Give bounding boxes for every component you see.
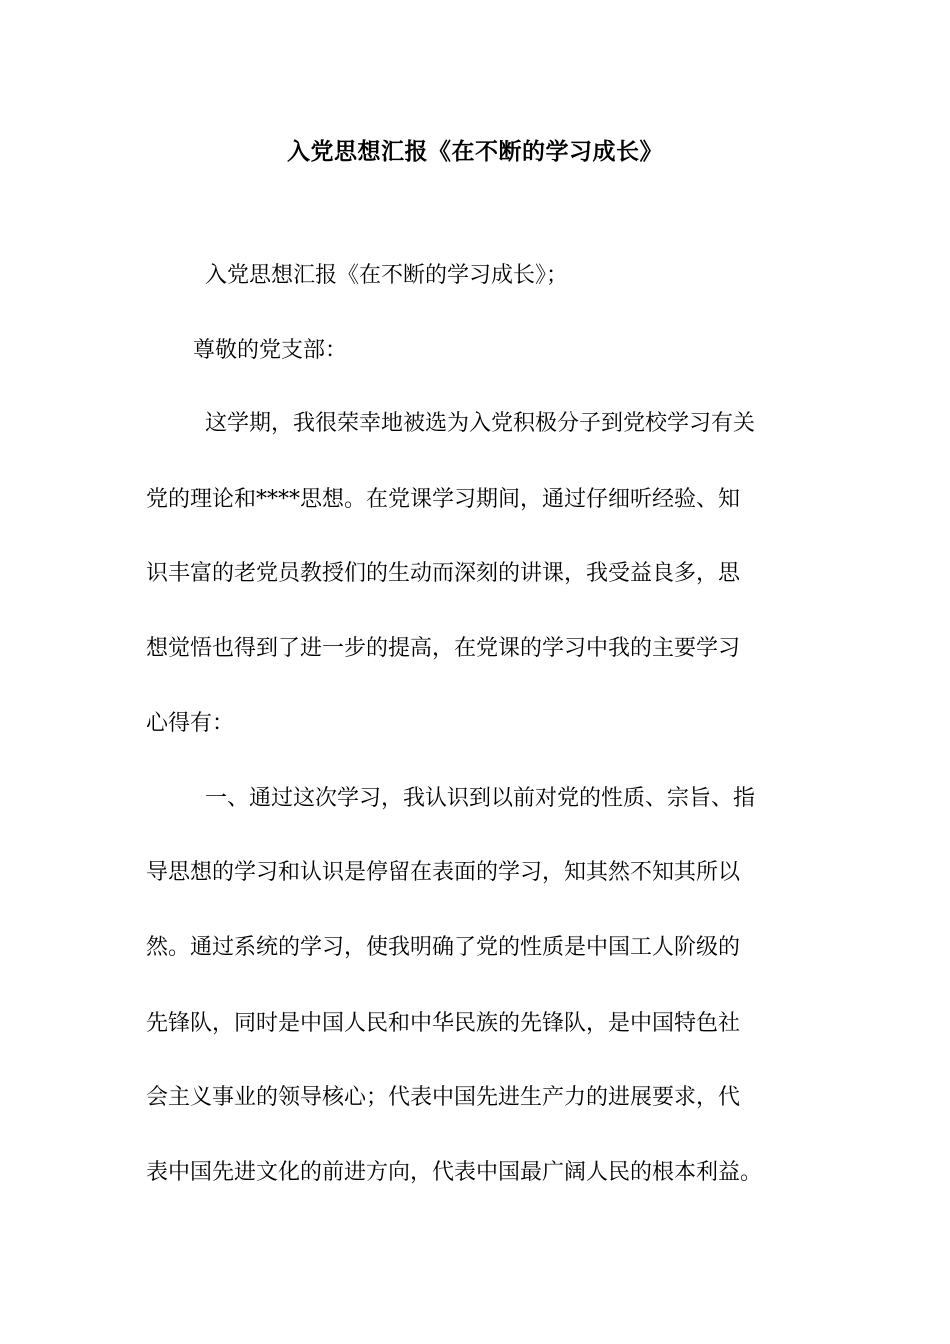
paragraph-line: 表中国先进文化的前进方向，代表中国最广阔人民的根本利益。: [146, 1160, 763, 1185]
paragraph-line: 想觉悟也得到了进一步的提高，在党课的学习中我的主要学习: [146, 636, 741, 661]
paragraph-line: 一、通过这次学习，我认识到以前对党的性质、宗旨、指: [205, 786, 756, 811]
paragraph-line: 这学期，我很荣幸地被选为入党积极分子到党校学习有关: [205, 411, 756, 436]
document-title: 入党思想汇报《在不断的学习成长》: [287, 139, 663, 165]
heading-repeat-line: 入党思想汇报《在不断的学习成长》；: [205, 263, 569, 288]
salutation-line: 尊敬的党支部：: [193, 338, 348, 363]
paragraph-line: 会主义事业的领导核心；代表中国先进生产力的进展要求，代: [146, 1085, 741, 1110]
paragraph-line: 识丰富的老党员教授们的生动而深刻的讲课，我受益良多，思: [146, 561, 741, 586]
paragraph-line: 先锋队，同时是中国人民和中华民族的先锋队，是中国特色社: [146, 1011, 741, 1036]
paragraph-line: 然。通过系统的学习，使我明确了党的性质是中国工人阶级的: [146, 935, 741, 960]
paragraph-line: 导思想的学习和认识是停留在表面的学习，知其然不知其所以: [146, 860, 741, 885]
paragraph-line: 党的理论和****思想。在党课学习期间，通过仔细听经验、知: [146, 487, 741, 512]
paragraph-line: 心得有：: [146, 711, 235, 736]
